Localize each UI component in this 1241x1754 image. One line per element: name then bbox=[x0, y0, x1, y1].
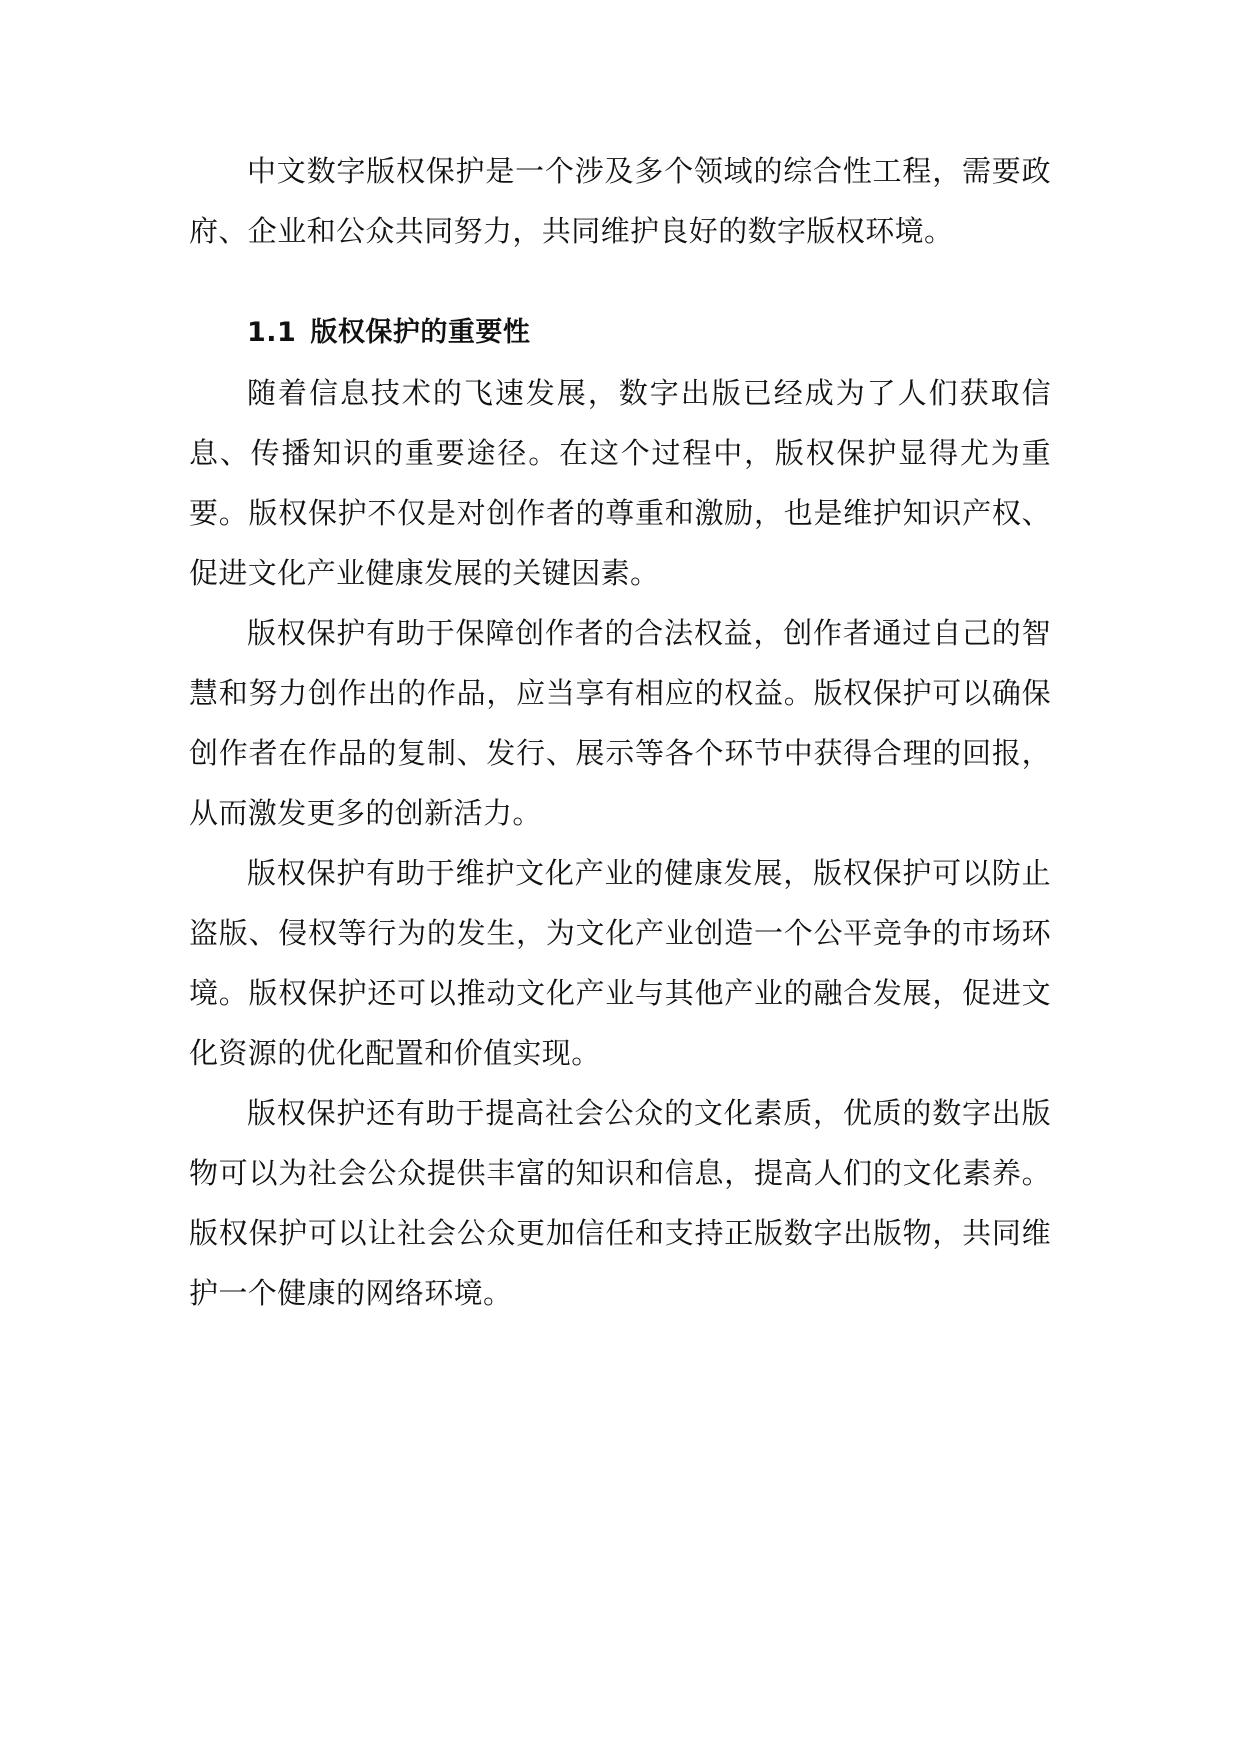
section-heading bbox=[247, 303, 1051, 363]
section-title: 版权保护的重要性 bbox=[310, 317, 531, 348]
section-number: 1.1 bbox=[247, 317, 297, 348]
body-paragraph-2: 版权保护有助于保障创作者的合法权益，创作者通过自己的智慧和努力创作出的作品，应当享有相应的权益。版权保护可以确保创作者在作品的复制、发行、展示等各个环节中获得合理的回报，从而激发更多的创新活力。 bbox=[189, 616, 1051, 830]
body-paragraph-1: 随着信息技术的飞速发展，数字出版已经成为了人们获取信息、传播知识的重要途径。在这个过程中，版权保护显得尤为重要。版权保护不仅是对创作者的尊重和激励，也是维护知识产权、促进文化产业健康发展的关键因素。 bbox=[189, 376, 1051, 590]
body-paragraph-4: 版权保护还有助于提高社会公众的文化素质，优质的数字出版物可以为社会公众提供丰富的知识和信息，提高人们的文化素养。版权保护可以让社会公众更加信任和支持正版数字出版物，共同维护一个健康的网络环境。 bbox=[189, 1096, 1051, 1310]
document-body bbox=[189, 141, 1051, 1323]
body-paragraph-3: 版权保护有助于维护文化产业的健康发展，版权保护可以防止盗版、侵权等行为的发生，为文化产业创造一个公平竞争的市场环境。版权保护还可以推动文化产业与其他产业的融合发展，促进文化资源的优化配置和价值实现。 bbox=[189, 856, 1051, 1070]
intro-paragraph: 中文数字版权保护是一个涉及多个领域的综合性工程，需要政府、企业和公众共同努力，共同维护良好的数字版权环境。 bbox=[189, 154, 1051, 248]
